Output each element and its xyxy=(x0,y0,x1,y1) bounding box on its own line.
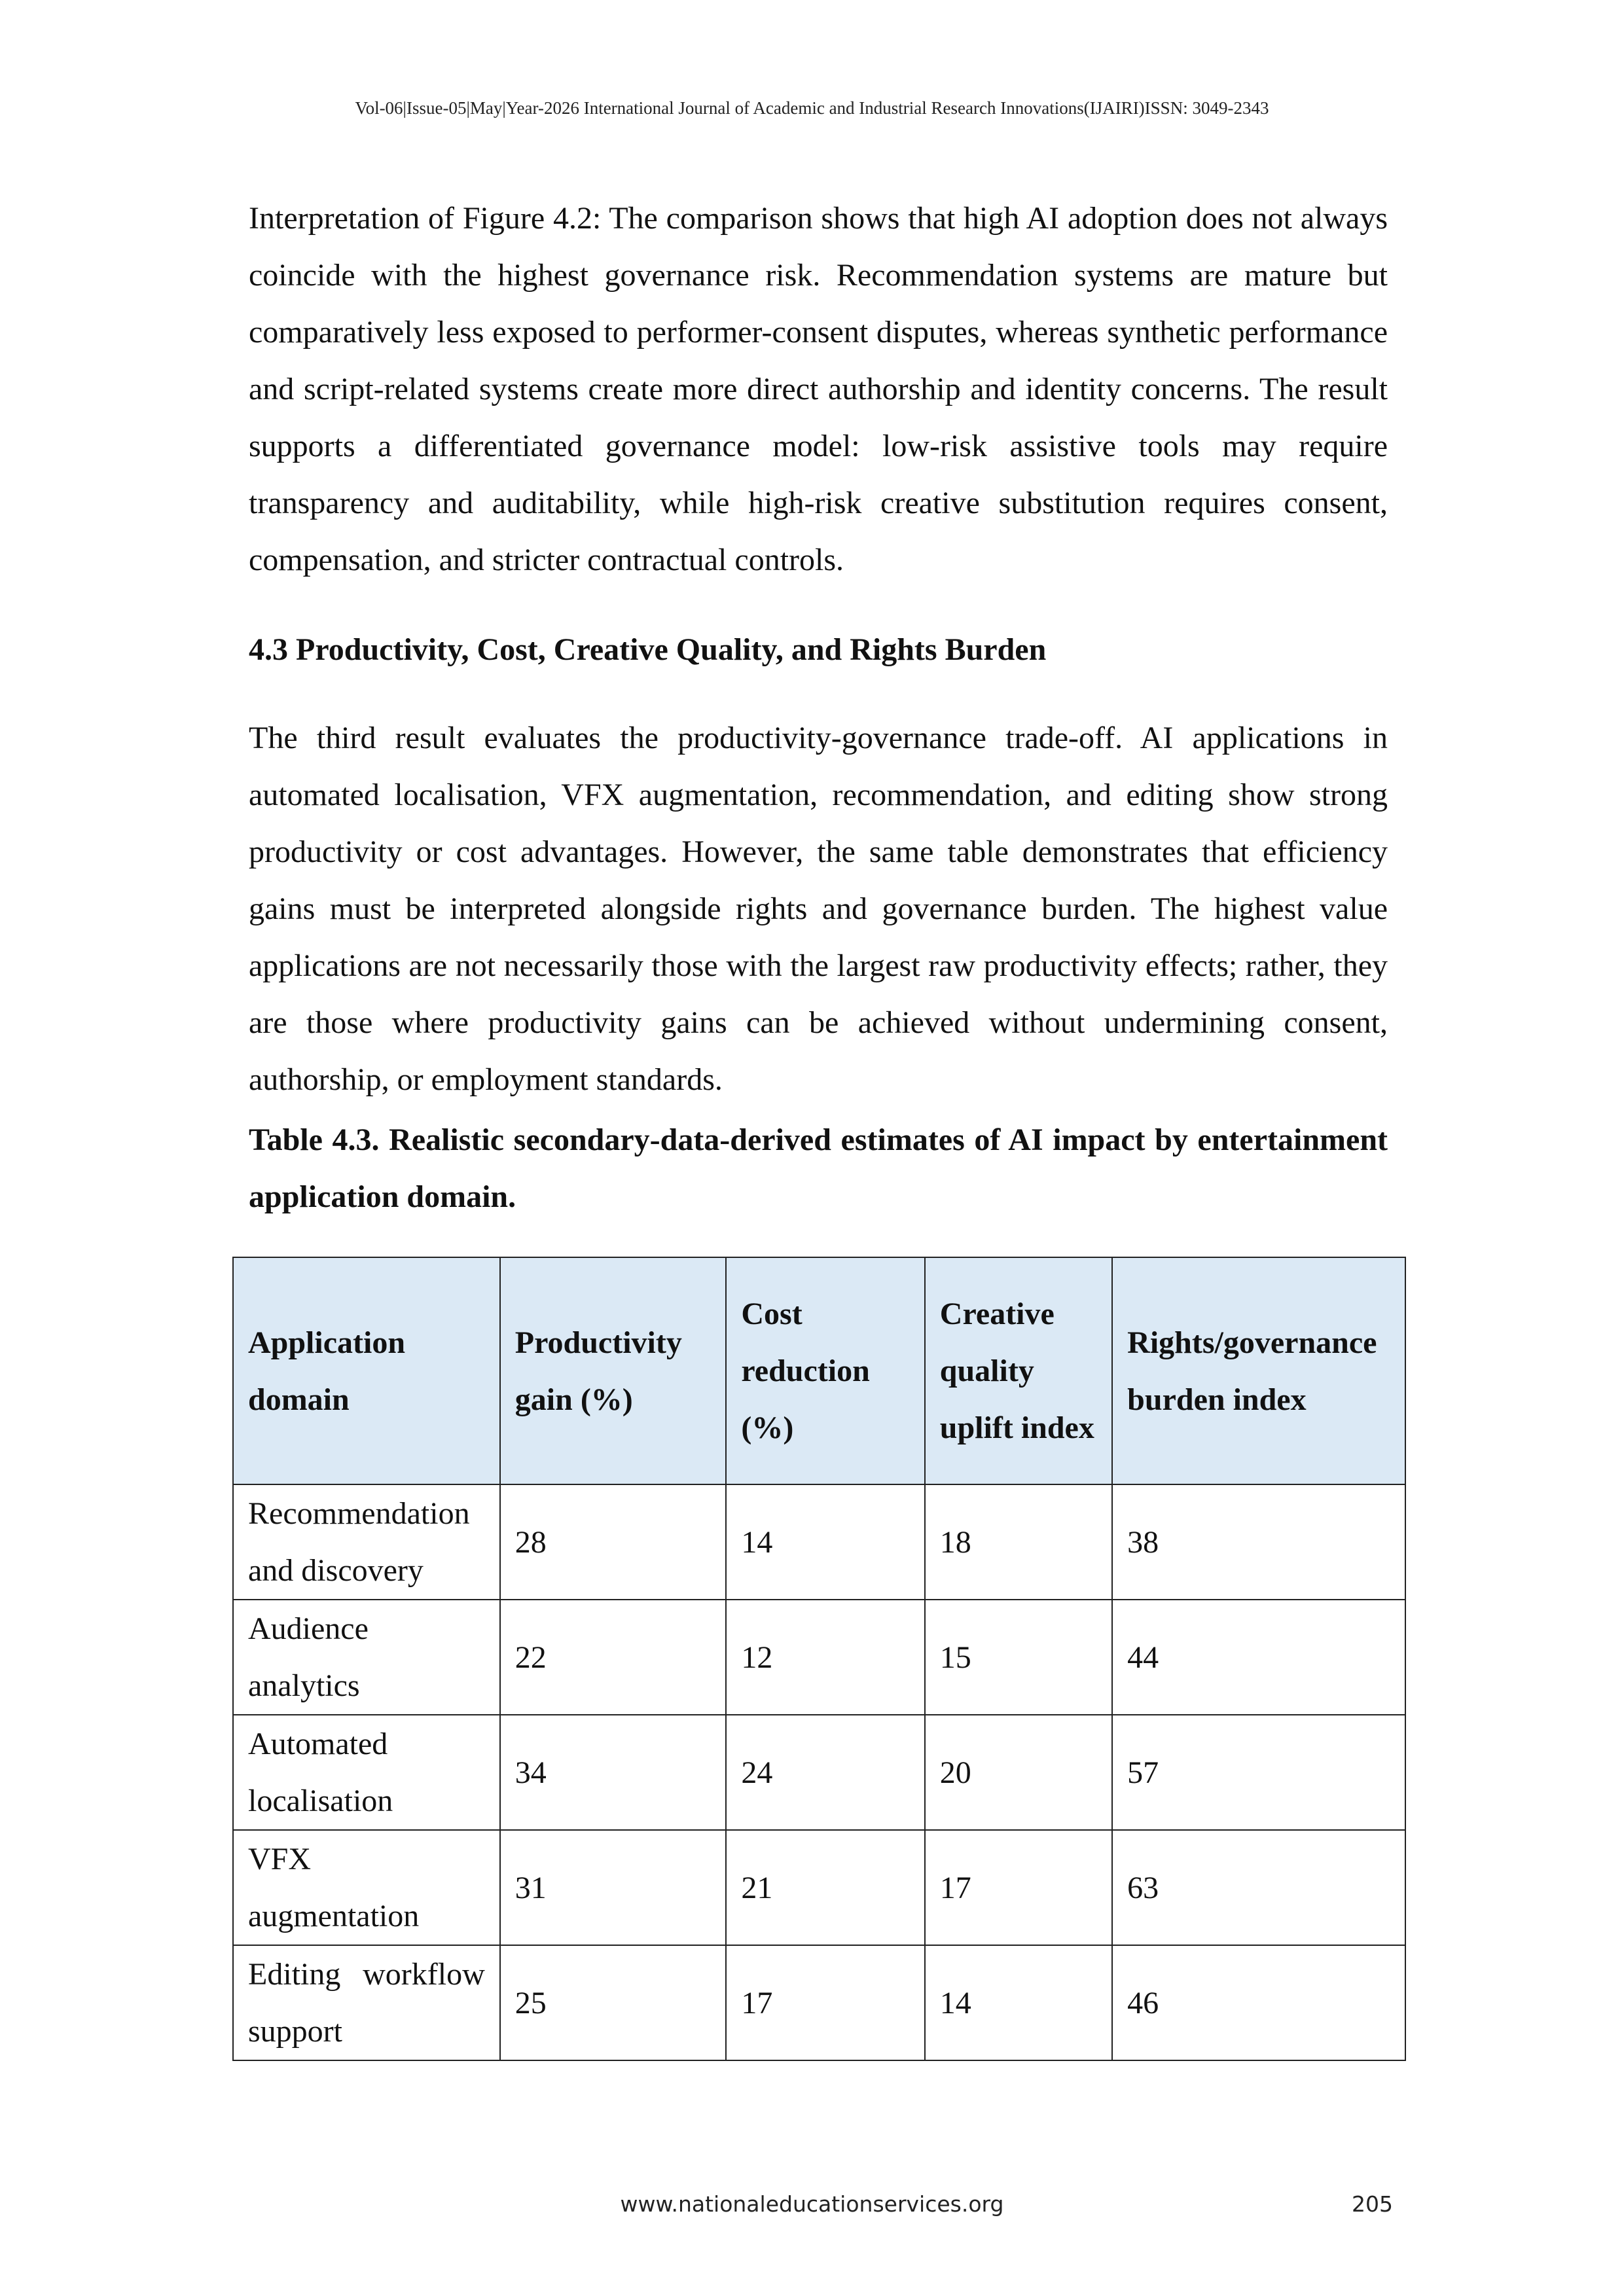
cell-rights-burden: 63 xyxy=(1112,1830,1405,1945)
cell-application-domain: Editing workflow support xyxy=(233,1945,500,2060)
page-number: 205 xyxy=(1352,2191,1393,2217)
table-row xyxy=(233,1484,1405,1600)
cell-rights-burden: 44 xyxy=(1112,1600,1405,1715)
cell-creative-quality: 17 xyxy=(925,1830,1112,1945)
cell-cost-reduction: 24 xyxy=(726,1715,924,1830)
impact-table xyxy=(232,1257,1406,2061)
cell-rights-burden: 38 xyxy=(1112,1484,1405,1600)
cell-rights-burden: 57 xyxy=(1112,1715,1405,1830)
cell-application-domain: Automated localisation xyxy=(233,1715,500,1830)
cell-productivity-gain: 25 xyxy=(500,1945,727,2060)
cell-creative-quality: 18 xyxy=(925,1484,1112,1600)
cell-productivity-gain: 31 xyxy=(500,1830,727,1945)
cell-cost-reduction: 14 xyxy=(726,1484,924,1600)
table-caption: Table 4.3. Realistic secondary-data-derived estimates of AI impact by entertainment application domain. xyxy=(249,1122,1388,1214)
footer-url: www.nationaleducationservices.org xyxy=(620,2191,1004,2217)
cell-creative-quality: 20 xyxy=(925,1715,1112,1830)
section-heading: 4.3 Productivity, Cost, Creative Quality, and Rights Burden xyxy=(249,632,1047,667)
section-paragraph: The third result evaluates the productivity-governance trade-off. AI applications in automated localisation, VFX augmentation, recommendation, and editing show strong productivity or cost advantages. However, the same table demonstrates that efficiency gains must be interpreted alongside rights and governance burden. The highest value applications are not necessarily those with the largest raw productivity effects; rather, they are those where productivity gains can be achieved without undermining consent, authorship, or employment standards. xyxy=(249,721,1388,1097)
column-header-application-domain: Application domain xyxy=(233,1257,500,1484)
cell-cost-reduction: 12 xyxy=(726,1600,924,1715)
table-row xyxy=(233,1830,1405,1945)
cell-productivity-gain: 28 xyxy=(500,1484,727,1600)
running-header: Vol-06|Issue-05|May|Year-2026 International Journal of Academic and Industrial Research Innovations(IJAIRI)ISSN: 3049-2343 xyxy=(355,98,1269,118)
table-row xyxy=(233,1600,1405,1715)
cell-application-domain: Recommendation and discovery xyxy=(233,1484,500,1600)
cell-creative-quality: 14 xyxy=(925,1945,1112,2060)
table-header-row xyxy=(233,1257,1405,1484)
cell-cost-reduction: 21 xyxy=(726,1830,924,1945)
column-header-rights-burden: Rights/governance burden index xyxy=(1112,1257,1405,1484)
column-header-creative-quality: Creative quality uplift index xyxy=(925,1257,1112,1484)
cell-application-domain: VFX augmentation xyxy=(233,1830,500,1945)
cell-productivity-gain: 22 xyxy=(500,1600,727,1715)
cell-productivity-gain: 34 xyxy=(500,1715,727,1830)
cell-rights-burden: 46 xyxy=(1112,1945,1405,2060)
table-row xyxy=(233,1715,1405,1830)
column-header-cost-reduction: Cost reduction (%) xyxy=(726,1257,924,1484)
interpretation-paragraph: Interpretation of Figure 4.2: The comparison shows that high AI adoption does not always coincide with the highest governance risk. Recommendation systems are mature but comparatively less exposed to performer-consent disputes, whereas synthetic performance and script-related systems create more direct authorship and identity concerns. The result supports a differentiated governance model: low-risk assistive tools may require transparency and auditability, while high-risk creative substitution requires consent, compensation, and stricter contractual controls. xyxy=(249,201,1388,577)
cell-cost-reduction: 17 xyxy=(726,1945,924,2060)
cell-application-domain: Audience analytics xyxy=(233,1600,500,1715)
table-row xyxy=(233,1945,1405,2060)
main-column xyxy=(249,190,1388,1225)
column-header-productivity-gain: Productivity gain (%) xyxy=(500,1257,727,1484)
cell-creative-quality: 15 xyxy=(925,1600,1112,1715)
